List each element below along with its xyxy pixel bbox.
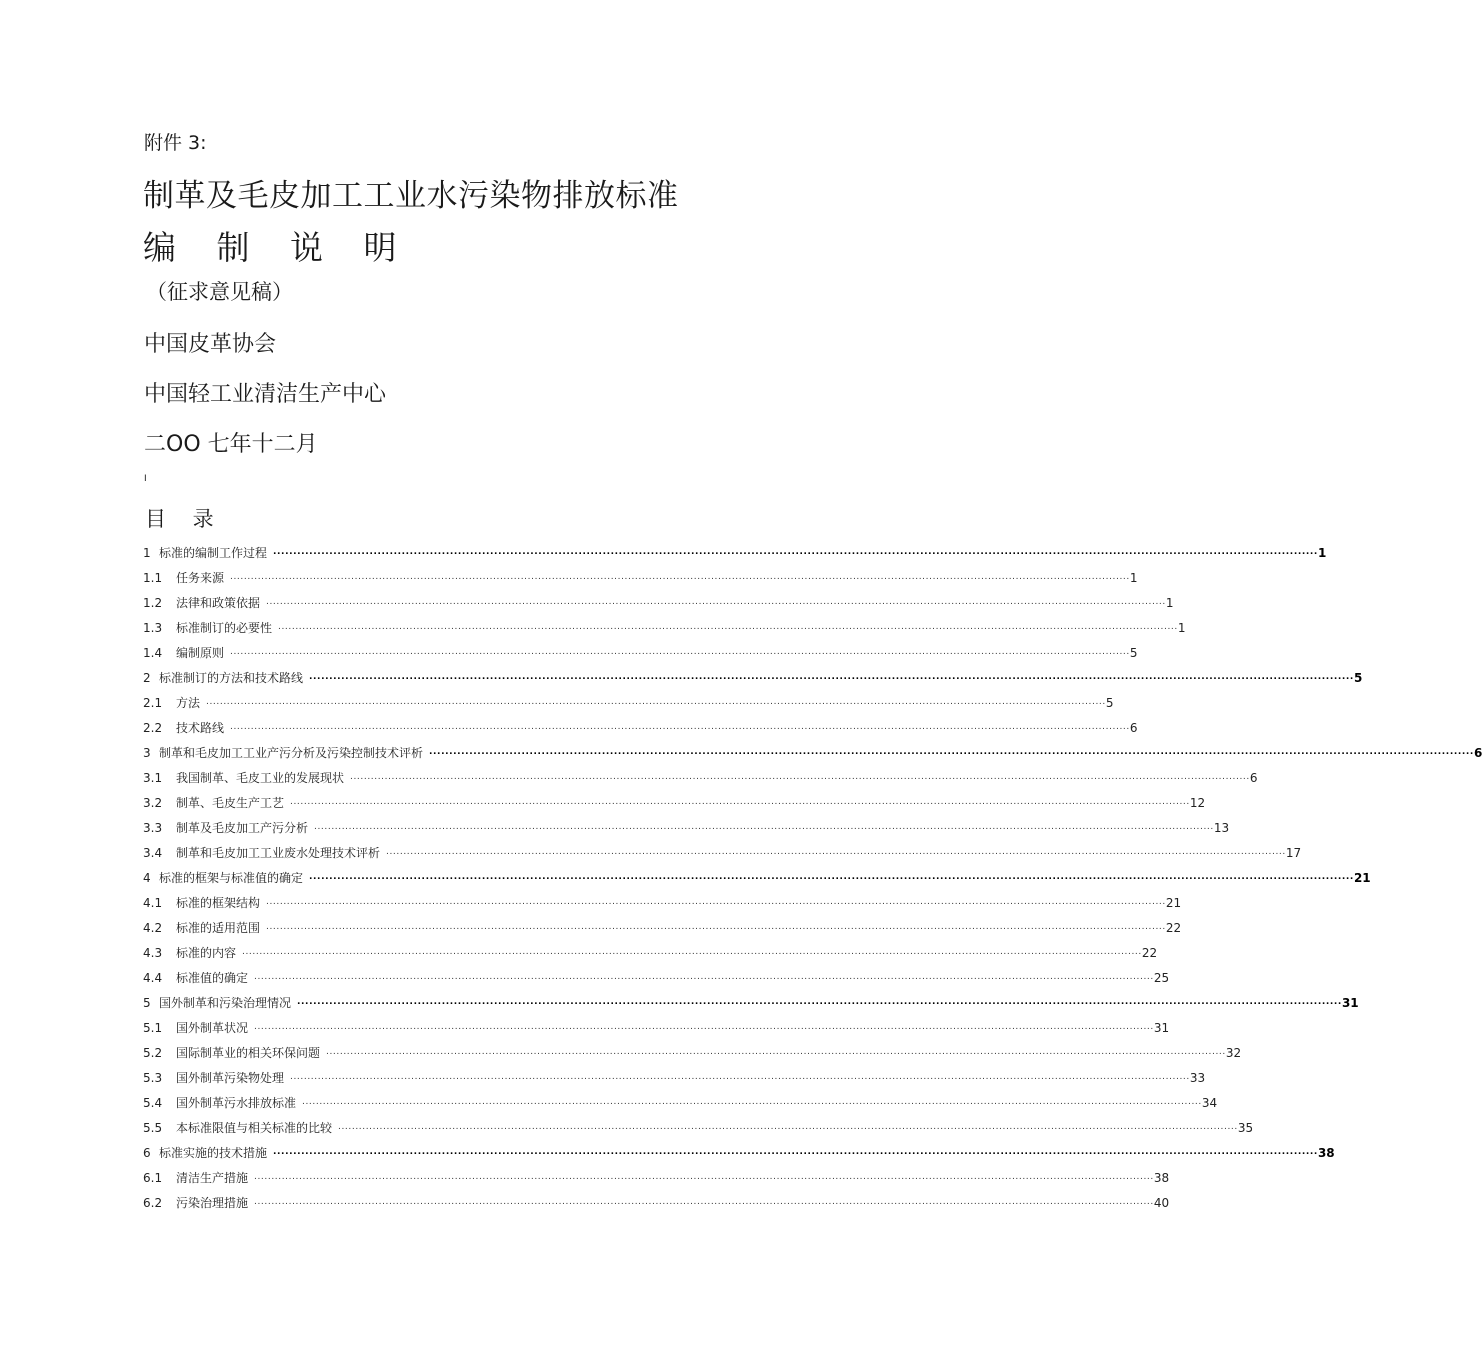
toc-entry-number: 3.1 (143, 770, 163, 785)
toc-leader-dots: .................................................................................................................................................................................................................................................................... (230, 572, 1130, 582)
toc-entry[interactable] (143, 1115, 1254, 1140)
toc-leader-dots: .................................................................................................................................................................................................................................................................... (290, 1072, 1190, 1082)
toc-entry-number: 3.3 (143, 820, 163, 835)
toc-leader-dots: .................................................................................................................................................................................................................................................................... (266, 922, 1166, 932)
toc-entry[interactable] (143, 665, 1363, 690)
toc-leader-dots: .................................................................................................................................................................................................................................................................... (254, 1022, 1154, 1032)
toc-entry[interactable] (143, 990, 1359, 1015)
toc-leader-dots: .................................................................................................................................................................................................................................................................... (266, 897, 1166, 907)
toc-entry-page: 38 (1153, 1170, 1170, 1185)
toc-entry[interactable] (143, 1065, 1206, 1090)
toc-entry[interactable] (143, 1190, 1170, 1215)
toc-leader-dots: .................................................................................................................................................................................................................................................................... (429, 747, 1474, 757)
toc-entry-title: 技术路线 (176, 721, 225, 735)
toc-entry-title: 制革和毛皮加工工业产污分析及污染控制技术评析 (159, 746, 424, 760)
toc-entry-title: 标准的适用范围 (176, 921, 261, 935)
toc-entry-number: 4 (143, 870, 151, 885)
toc-entry-page: 38 (1317, 1145, 1335, 1160)
toc-entry-page: 31 (1341, 995, 1359, 1010)
document-date: 二OO 七年十二月 (144, 432, 318, 457)
toc-entry-number: 1.3 (143, 620, 163, 635)
toc-entry-page: 32 (1225, 1045, 1242, 1060)
toc-entry-page: 1 (1317, 545, 1327, 560)
toc-entry-title: 标准的框架与标准值的确定 (159, 871, 304, 885)
toc-entry-page: 12 (1189, 795, 1206, 810)
toc-entry[interactable] (143, 640, 1138, 665)
toc-entry[interactable] (143, 965, 1170, 990)
toc-entry-page: 31 (1153, 1020, 1170, 1035)
toc-leader-dots: .................................................................................................................................................................................................................................................................... (326, 1047, 1226, 1057)
toc-leader-dots: .................................................................................................................................................................................................................................................................... (302, 1097, 1202, 1107)
toc-entry-number: 3.2 (143, 795, 163, 810)
toc-entry-page: 22 (1165, 920, 1182, 935)
toc-entry-page: 1 (1165, 595, 1174, 610)
toc-leader-dots: .................................................................................................................................................................................................................................................................... (309, 672, 1354, 682)
toc-entry-number: 6.2 (143, 1195, 163, 1210)
toc-entry-page: 1 (1177, 620, 1186, 635)
toc-entry-number: 2.2 (143, 720, 163, 735)
toc-leader-dots: .................................................................................................................................................................................................................................................................... (254, 972, 1154, 982)
toc-leader-dots: .................................................................................................................................................................................................................................................................... (230, 647, 1130, 657)
toc-entry-title: 标准的框架结构 (176, 896, 261, 910)
toc-entry-number: 1.4 (143, 645, 163, 660)
toc-entry-title: 我国制革、毛皮工业的发展现状 (176, 771, 345, 785)
toc-entry-title: 标准值的确定 (176, 971, 249, 985)
toc-entry-title: 标准制订的必要性 (176, 621, 273, 635)
toc-entry-title: 污染治理措施 (176, 1196, 249, 1210)
toc-entry-title: 国外制革和污染治理情况 (159, 996, 292, 1010)
toc-leader-dots: .................................................................................................................................................................................................................................................................... (273, 547, 1318, 557)
document-subtitle: 编 制 说 明 (143, 228, 412, 267)
toc-entry[interactable] (143, 765, 1258, 790)
toc-entry-title: 国外制革污染物处理 (176, 1071, 285, 1085)
toc-entry-number: 4.4 (143, 970, 163, 985)
toc-entry[interactable] (143, 715, 1138, 740)
toc-entry-number: 6 (143, 1145, 151, 1160)
toc-leader-dots: .................................................................................................................................................................................................................................................................... (338, 1122, 1238, 1132)
table-of-contents (143, 540, 1482, 1215)
toc-leader-dots: .................................................................................................................................................................................................................................................................... (230, 722, 1130, 732)
page-mark: I (144, 474, 147, 484)
toc-entry[interactable] (143, 840, 1302, 865)
toc-entry-title: 方法 (176, 696, 201, 710)
toc-entry-page: 22 (1141, 945, 1158, 960)
toc-entry-number: 4.3 (143, 945, 163, 960)
toc-entry-page: 17 (1285, 845, 1302, 860)
toc-entry-page: 21 (1165, 895, 1182, 910)
organization-2: 中国轻工业清洁生产中心 (144, 382, 387, 407)
toc-entry-title: 标准制订的方法和技术路线 (159, 671, 304, 685)
toc-entry-number: 6.1 (143, 1170, 163, 1185)
toc-entry-title: 制革和毛皮加工工业废水处理技术评析 (176, 846, 381, 860)
toc-entry-number: 1 (143, 545, 151, 560)
toc-entry-page: 5 (1129, 645, 1138, 660)
organization-1: 中国皮革协会 (144, 332, 277, 357)
toc-leader-dots: .................................................................................................................................................................................................................................................................... (297, 997, 1342, 1007)
toc-entry[interactable] (143, 540, 1327, 565)
toc-entry-title: 标准实施的技术措施 (159, 1146, 268, 1160)
toc-leader-dots: .................................................................................................................................................................................................................................................................... (278, 622, 1178, 632)
toc-entry[interactable] (143, 940, 1158, 965)
toc-entry-number: 5.3 (143, 1070, 163, 1085)
toc-leader-dots: .................................................................................................................................................................................................................................................................... (386, 847, 1286, 857)
toc-entry-title: 法律和政策依据 (176, 596, 261, 610)
toc-entry-title: 国际制革业的相关环保问题 (176, 1046, 321, 1060)
toc-entry-page: 34 (1201, 1095, 1218, 1110)
toc-entry-title: 清洁生产措施 (176, 1171, 249, 1185)
toc-entry-page: 5 (1353, 670, 1363, 685)
toc-entry-page: 25 (1153, 970, 1170, 985)
toc-leader-dots: .................................................................................................................................................................................................................................................................... (273, 1147, 1318, 1157)
toc-entry-page: 5 (1105, 695, 1114, 710)
toc-entry-number: 3 (143, 745, 151, 760)
toc-entry-page: 21 (1353, 870, 1371, 885)
toc-leader-dots: .................................................................................................................................................................................................................................................................... (242, 947, 1142, 957)
toc-entry[interactable] (143, 1140, 1335, 1165)
toc-leader-dots: .................................................................................................................................................................................................................................................................... (309, 872, 1354, 882)
toc-entry-page: 33 (1189, 1070, 1206, 1085)
toc-leader-dots: .................................................................................................................................................................................................................................................................... (314, 822, 1214, 832)
toc-leader-dots: .................................................................................................................................................................................................................................................................... (350, 772, 1250, 782)
toc-entry-number: 1.1 (143, 570, 163, 585)
toc-entry[interactable] (143, 865, 1371, 890)
toc-entry-page: 35 (1237, 1120, 1254, 1135)
toc-entry-title: 国外制革状况 (176, 1021, 249, 1035)
toc-entry-page: 6 (1473, 745, 1482, 760)
toc-entry-page: 1 (1129, 570, 1138, 585)
toc-entry-number: 2.1 (143, 695, 163, 710)
draft-note: （征求意见稿） (146, 280, 293, 304)
toc-entry-title: 制革及毛皮加工产污分析 (176, 821, 309, 835)
toc-entry-number: 3.4 (143, 845, 163, 860)
toc-entry[interactable] (143, 815, 1230, 840)
toc-entry-title: 制革、毛皮生产工艺 (176, 796, 285, 810)
toc-heading: 目 录 (145, 507, 224, 531)
toc-entry-title: 本标准限值与相关标准的比较 (176, 1121, 333, 1135)
toc-leader-dots: .................................................................................................................................................................................................................................................................... (206, 697, 1106, 707)
toc-entry-title: 标准的编制工作过程 (159, 546, 268, 560)
annex-label: 附件 3: (144, 132, 207, 154)
toc-entry-title: 标准的内容 (176, 946, 237, 960)
toc-entry-number: 4.1 (143, 895, 163, 910)
toc-entry-page: 40 (1153, 1195, 1170, 1210)
toc-entry-title: 任务来源 (176, 571, 225, 585)
toc-entry[interactable] (143, 915, 1182, 940)
toc-entry-page: 6 (1129, 720, 1138, 735)
toc-entry-title: 编制原则 (176, 646, 225, 660)
toc-entry[interactable] (143, 690, 1114, 715)
toc-entry[interactable] (143, 1015, 1170, 1040)
document-title: 制革及毛皮加工工业水污染物排放标准 (143, 178, 679, 214)
toc-entry[interactable] (143, 1165, 1170, 1190)
toc-entry-page: 6 (1249, 770, 1258, 785)
toc-entry[interactable] (143, 1040, 1242, 1065)
toc-leader-dots: .................................................................................................................................................................................................................................................................... (266, 597, 1166, 607)
toc-entry[interactable] (143, 615, 1186, 640)
toc-entry-number: 5.4 (143, 1095, 163, 1110)
toc-entry[interactable] (143, 565, 1138, 590)
toc-entry-number: 5.5 (143, 1120, 163, 1135)
toc-entry[interactable] (143, 740, 1482, 765)
toc-entry-number: 5.1 (143, 1020, 163, 1035)
toc-entry-number: 2 (143, 670, 151, 685)
toc-entry[interactable] (143, 790, 1206, 815)
toc-entry-number: 5.2 (143, 1045, 163, 1060)
toc-leader-dots: .................................................................................................................................................................................................................................................................... (254, 1197, 1154, 1207)
toc-entry[interactable] (143, 1090, 1218, 1115)
toc-entry-page: 13 (1213, 820, 1230, 835)
toc-leader-dots: .................................................................................................................................................................................................................................................................... (290, 797, 1190, 807)
toc-entry-number: 5 (143, 995, 151, 1010)
toc-entry-title: 国外制革污水排放标准 (176, 1096, 297, 1110)
toc-entry[interactable] (143, 590, 1174, 615)
toc-entry-number: 1.2 (143, 595, 163, 610)
toc-entry-number: 4.2 (143, 920, 163, 935)
toc-leader-dots: .................................................................................................................................................................................................................................................................... (254, 1172, 1154, 1182)
toc-entry[interactable] (143, 890, 1182, 915)
